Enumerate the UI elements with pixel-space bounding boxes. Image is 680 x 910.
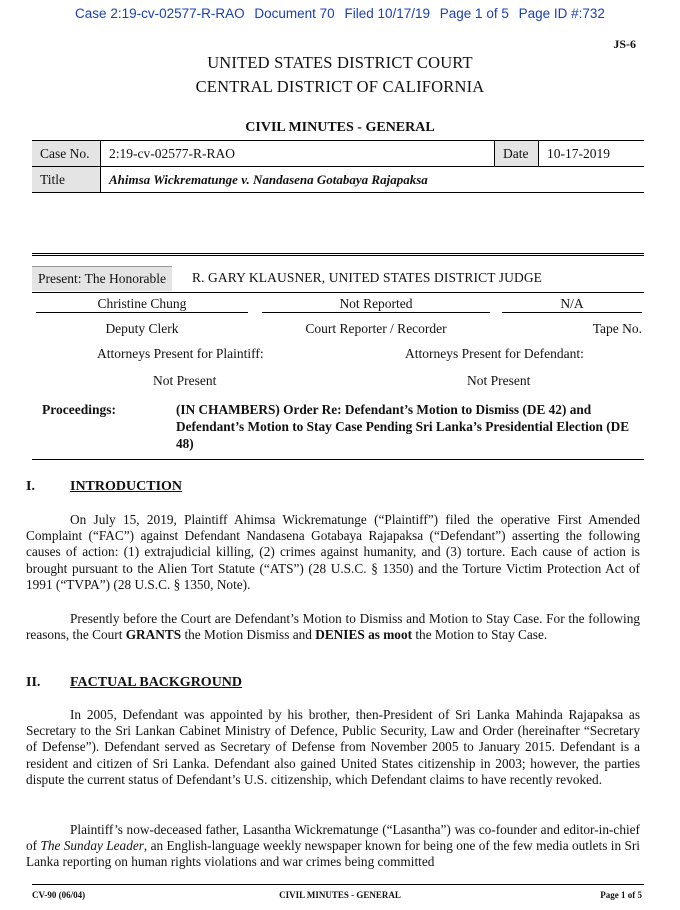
present-row [32,266,644,293]
attorneys-defendant-value: Not Present [467,373,531,388]
stamp-page: Page 1 of 5 [439,6,509,21]
case-number-value: 2:19-cv-02577-R-RAO [100,141,494,166]
case-info-table [32,140,644,193]
minutes-title: CIVIL MINUTES - GENERAL [245,120,435,135]
deputy-clerk-name: Christine Chung [36,296,248,313]
attorneys-defendant-label: Attorneys Present for Defendant: [405,346,584,361]
case-title-row [32,167,644,193]
section-divider [32,253,644,256]
section-2-number: II. [26,675,41,690]
background-paragraph-1: In 2005, Defendant was appointed by his brother, then-President of Sri Lanka Mahinda Rajapaksa as Secretary to the Sri Lankan Cabinet Ministry of Defence, Public Security, Law and Order (hereinafter “Secretary of Defense”). Defendant served as Secretary of Defense from November 2005 to January 2015. Defendant is a resident and citizen of Sri Lanka. Defendant also gained United States citizenship in 2003; however, the parties dispute the current status of Defendant’s U.S. citizenship, which Defendant claims to have recently revoked. [26,707,640,787]
deputy-clerk-label: Deputy Clerk [105,321,179,336]
present-label: Present: The Honorable [32,266,172,291]
court-reporter-name: Not Reported [262,296,490,313]
stamp-page-id: Page ID #:732 [518,6,605,21]
section-2-title: FACTUAL BACKGROUND [70,675,243,690]
judge-name: R. GARY KLAUSNER, UNITED STATES DISTRICT JUDGE [192,270,543,285]
stamp-filed-date: Filed 10/17/19 [344,6,431,21]
court-district: CENTRAL DISTRICT OF CALIFORNIA [195,77,485,96]
footer-title: CIVIL MINUTES - GENERAL [279,890,401,900]
footer-rule [32,884,644,885]
intro-paragraph-2: Presently before the Court are Defendant’s Motion to Dismiss and Motion to Stay Case. For the following reasons, the Court GRANTS the Motion Dismiss and DENIES as moot the Motion to Stay Case. [26,611,640,643]
footer-form-number: CV-90 (06/04) [32,890,86,900]
attorneys-plaintiff-label: Attorneys Present for Plaintiff: [97,346,264,361]
stamp-case-number: Case 2:19-cv-02577-R-RAO [75,6,245,21]
case-title-value: Ahimsa Wickrematunge v. Nandasena Gotabaya Rajapaksa [100,167,644,192]
attorneys-plaintiff-value: Not Present [153,373,217,388]
filing-stamp [0,6,680,21]
tape-number-value: N/A [502,296,642,313]
background-paragraph-2: Plaintiff’s now-deceased father, Lasantha Wickrematunge (“Lasantha”) was co-founder and editor-in-chief of The Sunday Leader, an English-language weekly newspaper known for being one of the few media outlets in Sri Lanka reporting on human rights violations and war crimes being committed [26,822,640,870]
court-reporter-label: Court Reporter / Recorder [305,321,447,336]
footer-page-number: Page 1 of 5 [600,890,642,900]
stamp-document-number: Document 70 [254,6,335,21]
case-title-label: Title [32,167,100,192]
section-1-title: INTRODUCTION [70,479,183,494]
intro-paragraph-1: On July 15, 2019, Plaintiff Ahimsa Wickrematunge (“Plaintiff”) filed the operative First Amended Complaint (“FAC”) against Defendant Nandasena Gotabaya Rajapaksa (“Defendant”) asserting the following causes of action: (1) extrajudicial killing, (2) crimes against humanity, and (3) torture. Each cause of action is brought pursuant to the Alien Tort Statute (“ATS”) (28 U.S.C. § 1350) and the Torture Victim Protection Act of 1991 (“TVPA”) (28 U.S.C. § 1350, Note). [26,512,640,592]
tape-number-label: Tape No. [592,321,642,336]
js6-label: JS-6 [613,37,636,51]
case-number-label: Case No. [32,141,100,166]
proceedings-label: Proceedings: [42,402,116,417]
proceedings-text: (IN CHAMBERS) Order Re: Defendant’s Motion to Dismiss (DE 42) and Defendant’s Motion to Stay Case Pending Sri Lanka’s Presidential Election (DE 48) [176,402,630,451]
section-1-number: I. [26,479,35,494]
proceedings-divider [32,459,644,460]
court-name: UNITED STATES DISTRICT COURT [207,53,473,72]
date-value: 10-17-2019 [538,141,644,166]
case-number-row [32,141,644,167]
date-label: Date [494,141,538,166]
